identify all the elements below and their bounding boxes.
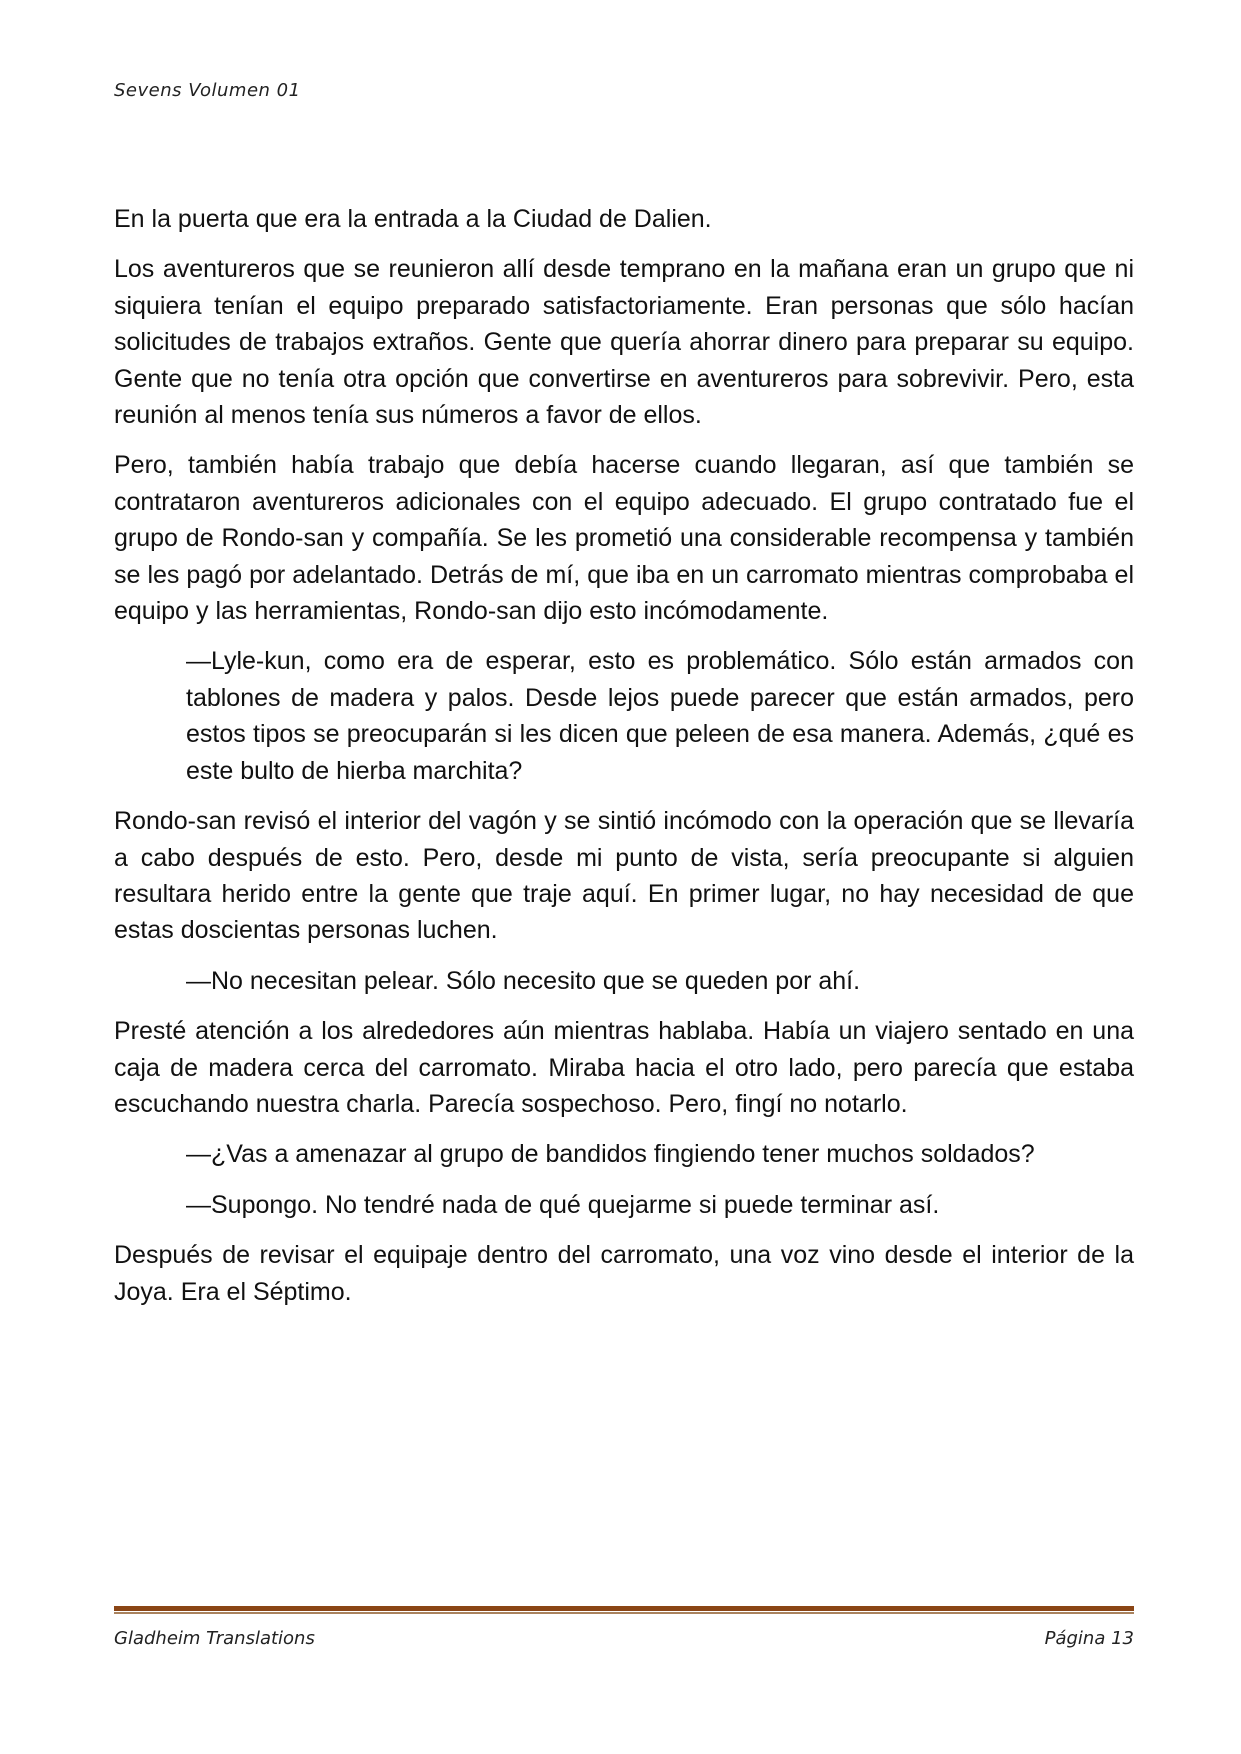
dialog-paragraph: —¿Vas a amenazar al grupo de bandidos fingiendo tener muchos soldados? [186, 1140, 1035, 1169]
dialog-paragraph: —No necesitan pelear. Sólo necesito que se queden por ahí. [186, 966, 861, 995]
page-body [114, 201, 1134, 1324]
footer-credit: Gladheim Translations [114, 1628, 315, 1649]
page-number: Página 13 [1044, 1628, 1134, 1649]
dialog-paragraph: —Supongo. No tendré nada de qué quejarme si puede terminar así. [186, 1190, 940, 1219]
footer-divider-thin [114, 1612, 1134, 1614]
paragraph: Presté atención a los alrededores aún mientras hablaba. Había un viajero sentado en una caja de madera cerca del carromato. Miraba hacia el otro lado, pero parecía que estaba escuchando nuestra charla. Parecía sospechoso. Pero, fingí no notarlo. [114, 1017, 1134, 1118]
paragraph: En la puerta que era la entrada a la Ciudad de Dalien. [114, 205, 712, 233]
dialog-paragraph: —Lyle-kun, como era de esperar, esto es problemático. Sólo están armados con tablones de madera y palos. Desde lejos puede parecer que están armados, pero estos tipos se preocuparán si les dicen que peleen de esa manera. Además, ¿qué es este bulto de hierba marchita? [186, 647, 1134, 785]
paragraph: Los aventureros que se reunieron allí desde temprano en la mañana eran un grupo que ni siquiera tenían el equipo preparado satisfactoriamente. Eran personas que sólo hacían solicitudes de trabajos extraños. Gente que quería ahorrar dinero para preparar su equipo. Gente que no tenía otra opción que convertirse en aventureros para sobrevivir. Pero, esta reunión al menos tenía sus números a favor de ellos. [114, 255, 1134, 430]
paragraph: Después de revisar el equipaje dentro del carromato, una voz vino desde el interior de la Joya. Era el Séptimo. [114, 1241, 1134, 1306]
paragraph: Pero, también había trabajo que debía hacerse cuando llegaran, así que también se contrataron aventureros adicionales con el equipo adecuado. El grupo contratado fue el grupo de Rondo-san y compañía. Se les prometió una considerable recompensa y también se les pagó por adelantado. Detrás de mí, que iba en un carromato mientras comprobaba el equipo y las herramientas, Rondo-san dijo esto incómodamente. [114, 451, 1134, 626]
running-header: Sevens Volumen 01 [114, 80, 301, 101]
footer-divider [114, 1606, 1134, 1615]
paragraph: Rondo-san revisó el interior del vagón y se sintió incómodo con la operación que se llevaría a cabo después de esto. Pero, desde mi punto de vista, sería preocupante si alguien resultara herido entre la gente que traje aquí. En primer lugar, no hay necesidad de que estas doscientas personas luchen. [114, 807, 1134, 945]
